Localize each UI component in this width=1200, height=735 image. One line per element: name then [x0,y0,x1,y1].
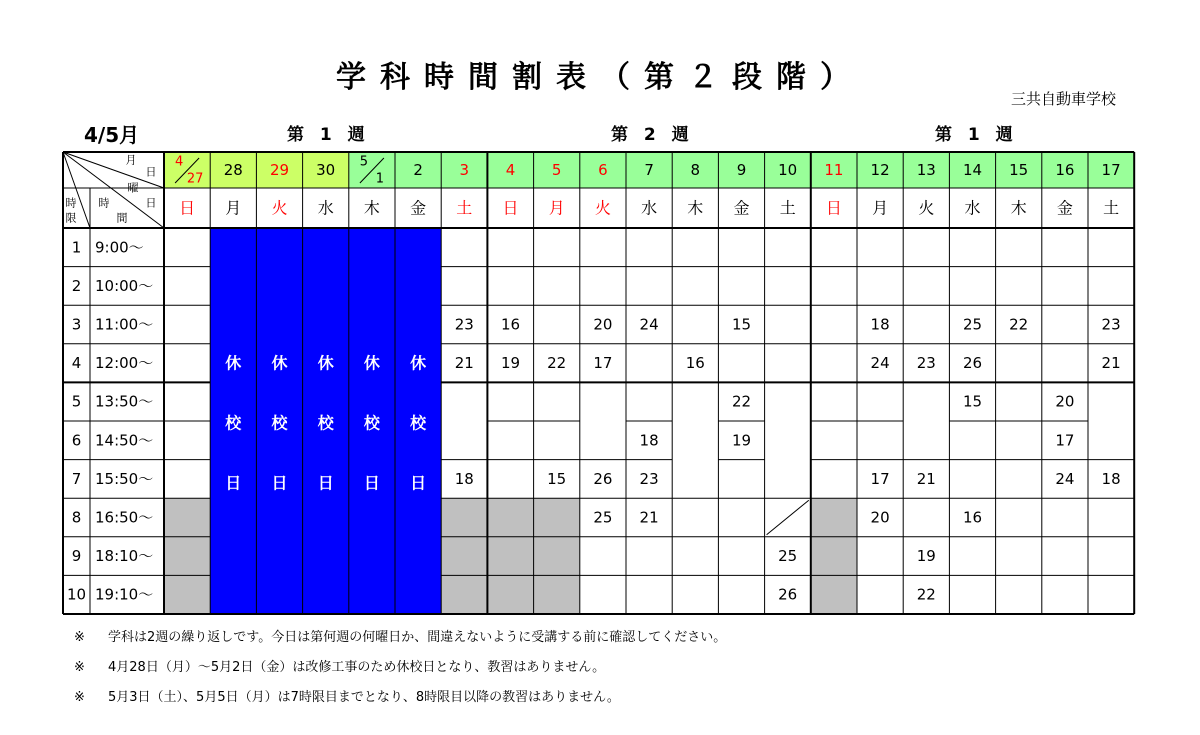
gray-cell [441,575,487,614]
note-mark: ※ [74,690,85,705]
date-label: 29 [269,161,290,179]
corner-day-label: 日 [145,165,157,179]
closed-day-label: 日 [410,473,427,493]
corner-period-label: 限 [65,211,77,225]
weekday-label: 月 [872,198,889,218]
lesson-number: 22 [547,354,567,373]
closed-day-label: 校 [271,413,288,433]
weekday-label: 水 [641,198,658,218]
period-number: 1 [71,238,82,257]
lesson-number: 19 [500,354,521,373]
date-label: 10 [778,161,798,179]
corner-weekday-label: 日 [145,196,157,210]
weekday-label: 金 [733,198,750,218]
date-label: 7 [644,161,654,179]
gray-cell [811,575,857,614]
corner-time-label: 間 [116,211,128,225]
date-label: 9 [736,161,747,179]
closed-day-label: 校 [410,413,427,433]
gray-cell [487,537,533,576]
lesson-number: 26 [593,469,613,488]
lesson-number: 25 [778,547,798,566]
lesson-number: 21 [454,354,474,373]
closed-day-label: 日 [317,473,334,493]
page-title: 学科時間割表（第２段階） [336,60,864,95]
note-text: 5月3日（土）、5月5日（月）は7時限目までとなり、8時限目以降の教習はありません。 [108,690,620,705]
gray-cell [441,537,487,576]
closed-day-label: 休 [317,353,334,373]
date-label: 3 [459,161,470,179]
date-month-prefix: 5 [359,154,369,170]
date-label: 1 [375,171,385,187]
weekday-label: 水 [317,198,334,218]
corner-period-label: 時 [65,196,77,210]
lesson-number: 26 [962,354,983,373]
closed-day-label: 休 [410,353,427,373]
date-label: 5 [551,161,562,179]
lesson-number: 16 [685,354,705,373]
lesson-number: 26 [778,585,798,604]
week-label-3: 第 1 週 [935,125,1013,145]
period-time: 13:50〜 [95,392,154,411]
lesson-number: 22 [731,392,752,411]
gray-cell [811,537,857,576]
corner-diagonal [63,152,164,228]
closed-day-label: 日 [225,473,242,493]
lesson-number: 18 [870,315,890,334]
period-number: 7 [71,469,82,488]
lesson-number: 21 [916,469,936,488]
date-label: 13 [916,161,936,179]
weekday-label: 金 [410,198,427,218]
note-item [74,688,726,718]
date-label: 17 [1101,161,1121,179]
gray-cell [534,498,580,537]
closed-day-label: 休 [271,353,288,373]
weekday-label: 火 [594,198,611,218]
date-label: 12 [870,161,890,179]
gray-cell [164,575,210,614]
no-class-slash [767,500,809,535]
period-number: 3 [71,315,82,334]
lesson-number: 20 [1055,392,1075,411]
gray-cell [441,498,487,537]
period-time: 18:10〜 [95,547,154,566]
closed-day-label: 校 [225,413,242,433]
week-label-2: 第 2 週 [611,125,689,145]
period-number: 5 [71,392,82,411]
lesson-number: 24 [639,315,659,334]
weekday-label: 金 [1056,198,1073,218]
closed-day-label: 日 [363,473,380,493]
period-number: 10 [66,585,87,604]
date-label: 8 [690,161,701,179]
closed-day-label: 休 [363,353,380,373]
note-item [74,628,726,658]
lesson-number: 17 [870,469,890,488]
period-number: 2 [71,276,82,295]
weekday-label: 日 [179,198,196,218]
weekday-label: 土 [456,198,473,218]
lesson-number: 22 [916,585,936,604]
weekday-label: 木 [1010,198,1027,218]
lesson-number: 23 [1101,315,1121,334]
date-label: 16 [1055,161,1075,179]
date-label: 11 [824,161,844,179]
weekday-label: 土 [1103,198,1120,218]
date-label: 6 [598,161,608,179]
date-month-prefix: 4 [174,154,184,170]
period-number: 9 [71,547,82,566]
lesson-number: 24 [870,354,890,373]
lesson-number: 20 [870,508,890,527]
period-time: 11:00〜 [95,315,154,334]
weekday-label: 火 [918,198,935,218]
corner-weekday-label: 曜 [127,181,139,195]
note-mark: ※ [74,660,85,675]
gray-cell [487,498,533,537]
lesson-number: 23 [639,469,659,488]
period-time: 19:10〜 [95,585,154,604]
lesson-number: 16 [500,315,521,334]
date-label: 30 [316,161,336,179]
weekday-label: 土 [779,198,796,218]
closed-day-label: 校 [363,413,380,433]
lesson-number: 25 [962,315,983,334]
period-time: 12:00〜 [95,354,154,373]
lesson-number: 21 [1101,354,1121,373]
weekday-label: 日 [502,198,519,218]
note-text: 学科は2週の繰り返しです。今日は第何週の何曜日か、間違えないように受講する前に確認してください。 [108,630,727,645]
gray-cell [487,575,533,614]
note-mark: ※ [74,630,85,645]
lesson-number: 18 [639,431,659,450]
closed-day-label: 校 [317,413,334,433]
period-time: 9:00〜 [95,238,144,257]
closed-day-label: 休 [225,353,242,373]
date-label: 27 [186,171,204,187]
gray-cell [811,498,857,537]
period-number: 6 [71,431,82,450]
lesson-number: 23 [916,354,936,373]
lesson-number: 20 [593,315,613,334]
weekday-label: 月 [548,198,565,218]
gray-cell [534,537,580,576]
weekday-label: 木 [363,198,380,218]
period-number: 8 [71,508,82,527]
gray-cell [164,498,210,537]
lesson-number: 15 [731,315,752,334]
gray-cell [534,575,580,614]
closed-day-label: 日 [271,473,288,493]
period-time: 10:00〜 [95,276,154,295]
weekday-label: 火 [271,198,288,218]
week-label-1: 第 1 週 [287,125,365,145]
weekday-label: 月 [225,198,242,218]
weekday-label: 水 [964,198,981,218]
lesson-number: 16 [962,508,983,527]
period-time: 14:50〜 [95,431,154,450]
date-label: 2 [413,161,423,179]
gray-cell [164,537,210,576]
period-time: 16:50〜 [95,508,154,527]
lesson-number: 19 [731,431,752,450]
date-label: 4 [505,161,516,179]
month-label: 4/5月 [84,123,140,147]
lesson-number: 25 [593,508,613,527]
lesson-number: 19 [916,547,936,566]
notes [74,628,726,718]
lesson-number: 15 [547,469,567,488]
lesson-number: 15 [962,392,983,411]
note-text: 4月28日（月）〜5月2日（金）は改修工事のため休校日となり、教習はありません。 [108,660,606,675]
weekday-label: 木 [687,198,704,218]
date-label: 28 [223,161,243,179]
period-number: 4 [71,354,82,373]
corner-month-label: 月 [125,153,137,167]
date-label: 15 [1009,161,1029,179]
note-item [74,658,726,688]
date-label: 14 [962,161,983,179]
lesson-number: 18 [1101,469,1121,488]
lesson-number: 21 [639,508,659,527]
corner-time-label: 時 [98,196,110,210]
period-time: 15:50〜 [95,469,154,488]
lesson-number: 17 [593,354,613,373]
lesson-number: 17 [1055,431,1075,450]
lesson-number: 22 [1009,315,1029,334]
lesson-number: 23 [454,315,474,334]
lesson-number: 24 [1055,469,1075,488]
school-name: 三共自動車学校 [1010,90,1116,108]
weekday-label: 日 [825,198,842,218]
lesson-number: 18 [454,469,474,488]
